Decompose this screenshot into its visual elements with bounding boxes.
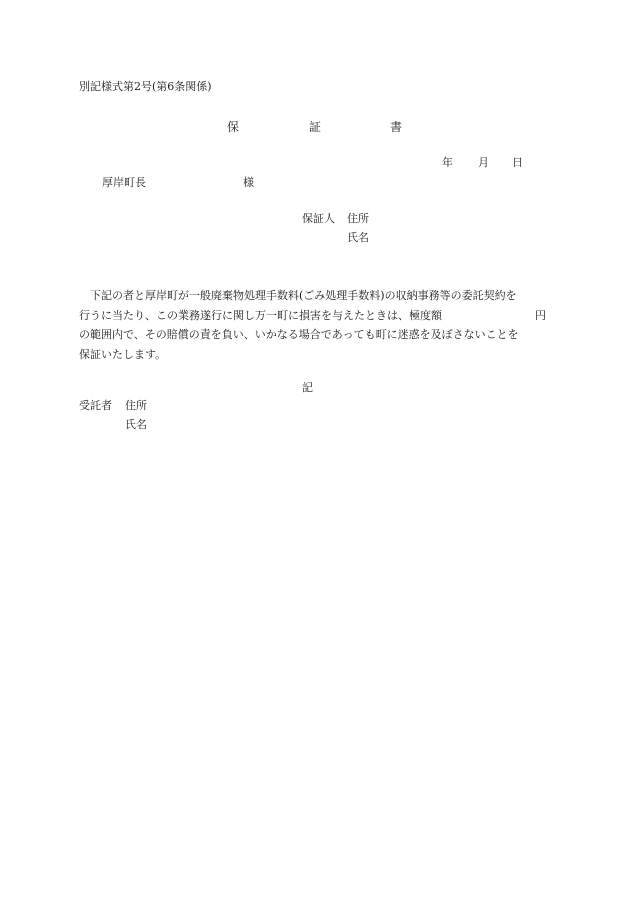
- yen-unit: 円: [535, 308, 546, 322]
- guarantor-address-label: 住所: [347, 212, 369, 225]
- guarantor-name-label: 氏名: [347, 231, 369, 244]
- guarantor-label: 保証人: [302, 212, 335, 225]
- title-char-3: 書: [390, 120, 403, 134]
- guarantee-body-text: [79, 286, 549, 364]
- title-char-1: 保: [227, 120, 240, 134]
- body-line-3: の範囲内で、その賠償の責を負い、いかなる場合であっても町に迷惑を及ぼさないことを: [79, 328, 519, 341]
- trustee-label: 受託者: [79, 399, 112, 412]
- ki-heading: 記: [302, 381, 313, 394]
- addressee-name: 厚岸町長: [102, 176, 146, 189]
- body-line-4: 保証いたします。: [79, 347, 167, 361]
- date-month-label: 月: [478, 156, 489, 169]
- date-year-label: 年: [442, 156, 453, 169]
- addressee-honorific: 様: [243, 176, 254, 189]
- body-line-1-text: 下記の者と厚岸町が一般廃棄物処理手数料(ごみ処理手数料)の収納事務等の委託契約を: [90, 289, 517, 302]
- date-day-label: 日: [512, 156, 523, 169]
- body-line-2-text: 行うに当たり、この業務遂行に関し万一町に損害を与えたときは、極度額: [79, 308, 442, 322]
- trustee-address-label: 住所: [125, 399, 147, 412]
- body-line-1: [79, 286, 549, 306]
- body-line-2: [79, 306, 549, 326]
- title-char-2: 証: [309, 120, 322, 134]
- trustee-name-label: 氏名: [125, 418, 147, 431]
- form-number: 別記様式第2号(第6条関係): [79, 80, 212, 93]
